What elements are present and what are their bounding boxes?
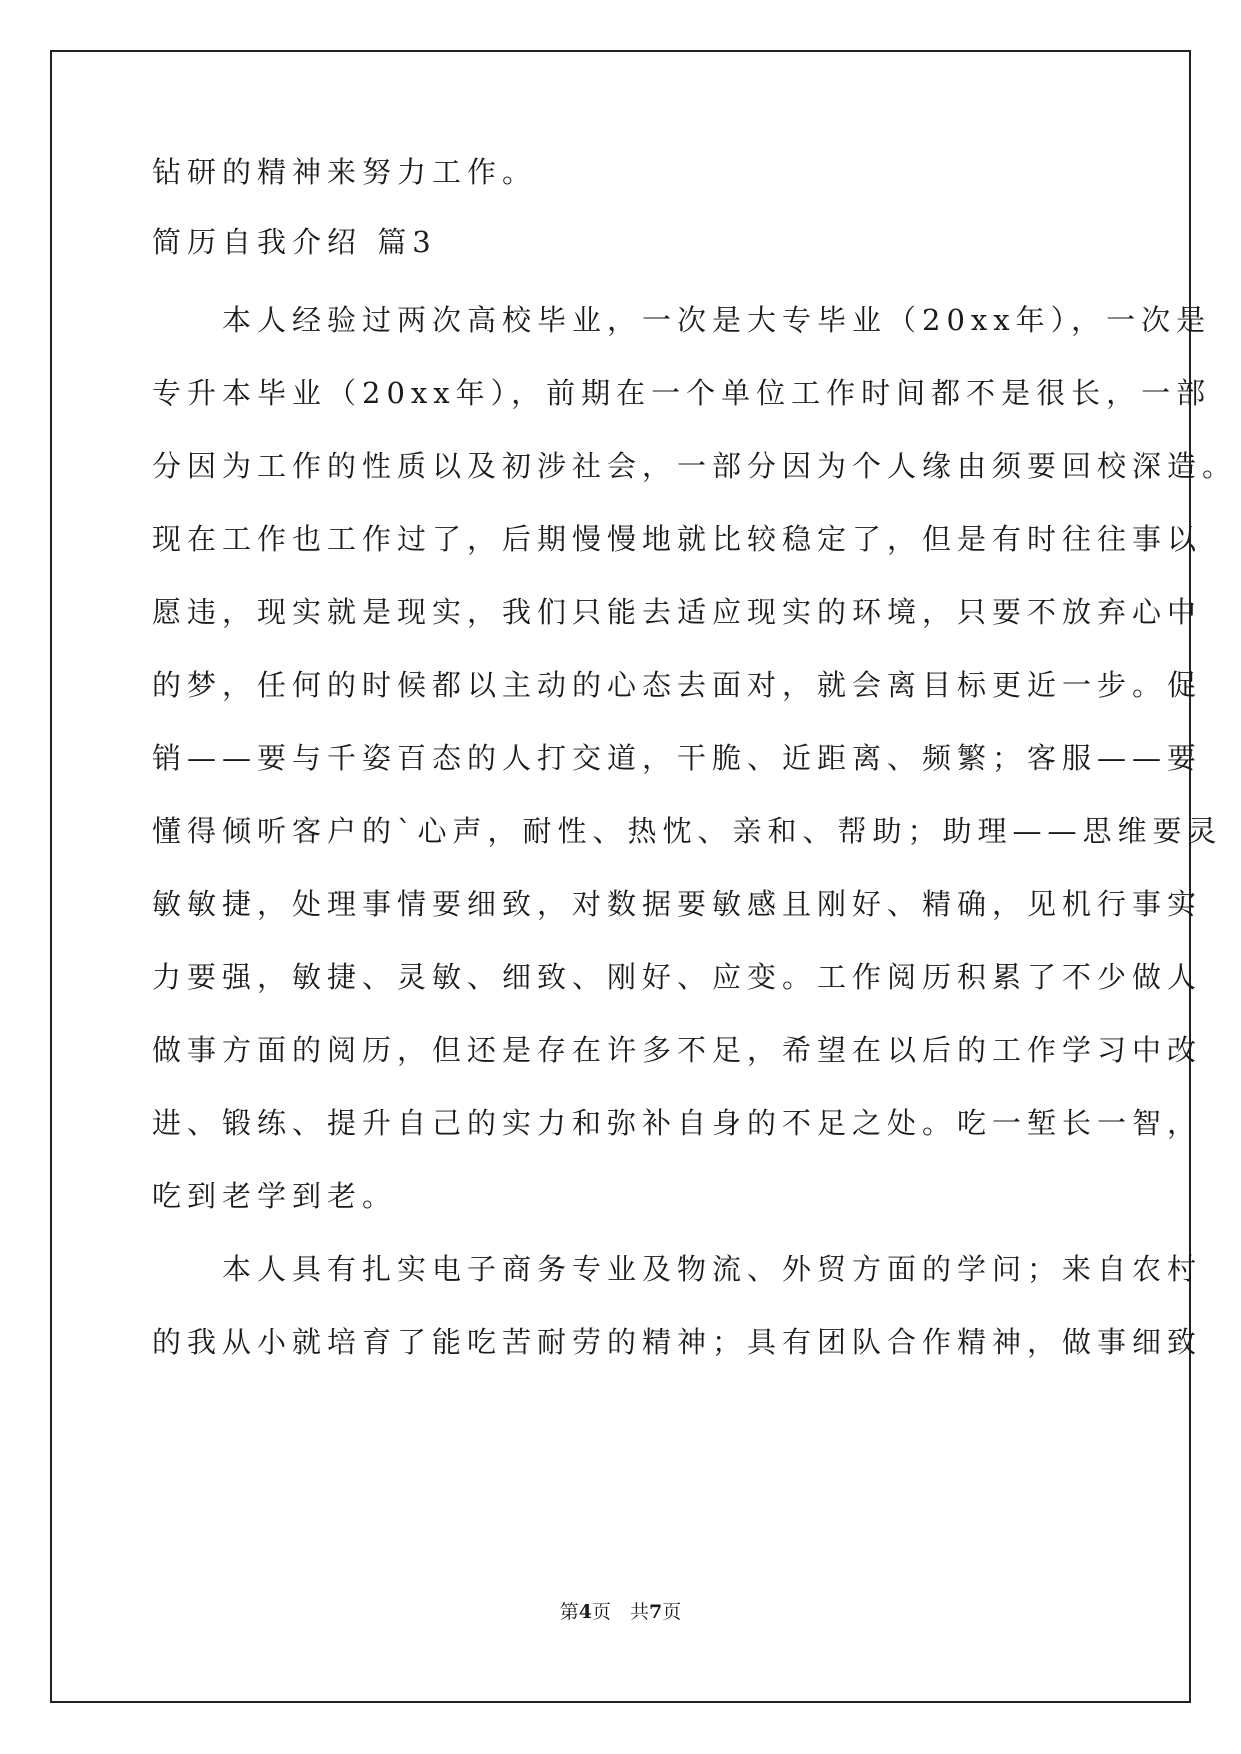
text-line-14: 进、锻练、提升自己的实力和弥补自身的不足之处。吃一堑长一智， xyxy=(152,1106,1203,1140)
text-line-6: 现在工作也工作过了，后期慢慢地就比较稳定了，但是有时往往事以 xyxy=(152,522,1203,556)
current-page-number: 4 xyxy=(578,1601,592,1623)
text-line-12: 力要强，敏捷、灵敏、细致、刚好、应变。工作阅历积累了不少做人 xyxy=(152,960,1203,994)
text-line-15: 吃到老学到老。 xyxy=(152,1179,398,1213)
text-line-5: 分因为工作的性质以及初涉社会，一部分因为个人缘由须要回校深造。 xyxy=(152,449,1238,483)
text-line-16: 本人具有扎实电子商务专业及物流、外贸方面的学问；来自农村 xyxy=(152,1252,1203,1286)
text-line-4: 专升本毕业（20xx年），前期在一个单位工作时间都不是很长，一部 xyxy=(152,376,1212,410)
text-line-11: 敏敏捷，处理事情要细致，对数据要敏感且刚好、精确，见机行事实 xyxy=(152,887,1203,921)
footer-suffix: 页 xyxy=(662,1601,682,1623)
text-line-13: 做事方面的阅历，但还是存在许多不足，希望在以后的工作学习中改 xyxy=(152,1033,1203,1067)
text-line-9: 销——要与千姿百态的人打交道，干脆、近距离、频繁；客服——要 xyxy=(152,741,1203,775)
text-line-1: 钻研的精神来努力工作。 xyxy=(152,155,538,189)
text-line-17: 的我从小就培育了能吃苦耐劳的精神；具有团队合作精神，做事细致 xyxy=(152,1325,1203,1359)
footer-prefix: 第 xyxy=(559,1601,579,1623)
text-line-3: 本人经验过两次高校毕业，一次是大专毕业（20xx年），一次是 xyxy=(152,303,1212,337)
page-border xyxy=(50,50,1238,1703)
page-footer xyxy=(0,1600,1241,1624)
text-line-10: 懂得倾听客户的`心声，耐性、热忱、亲和、帮助；助理——思维要灵 xyxy=(152,814,1223,848)
total-page-count: 7 xyxy=(649,1601,663,1623)
section-heading: 简历自我介绍 篇3 xyxy=(152,225,437,259)
text-line-7: 愿违，现实就是现实，我们只能去适应现实的环境，只要不放弃心中 xyxy=(152,595,1203,629)
footer-middle: 页 共 xyxy=(591,1601,649,1623)
text-line-8: 的梦，任何的时候都以主动的心态去面对，就会离目标更近一步。促 xyxy=(152,668,1203,702)
